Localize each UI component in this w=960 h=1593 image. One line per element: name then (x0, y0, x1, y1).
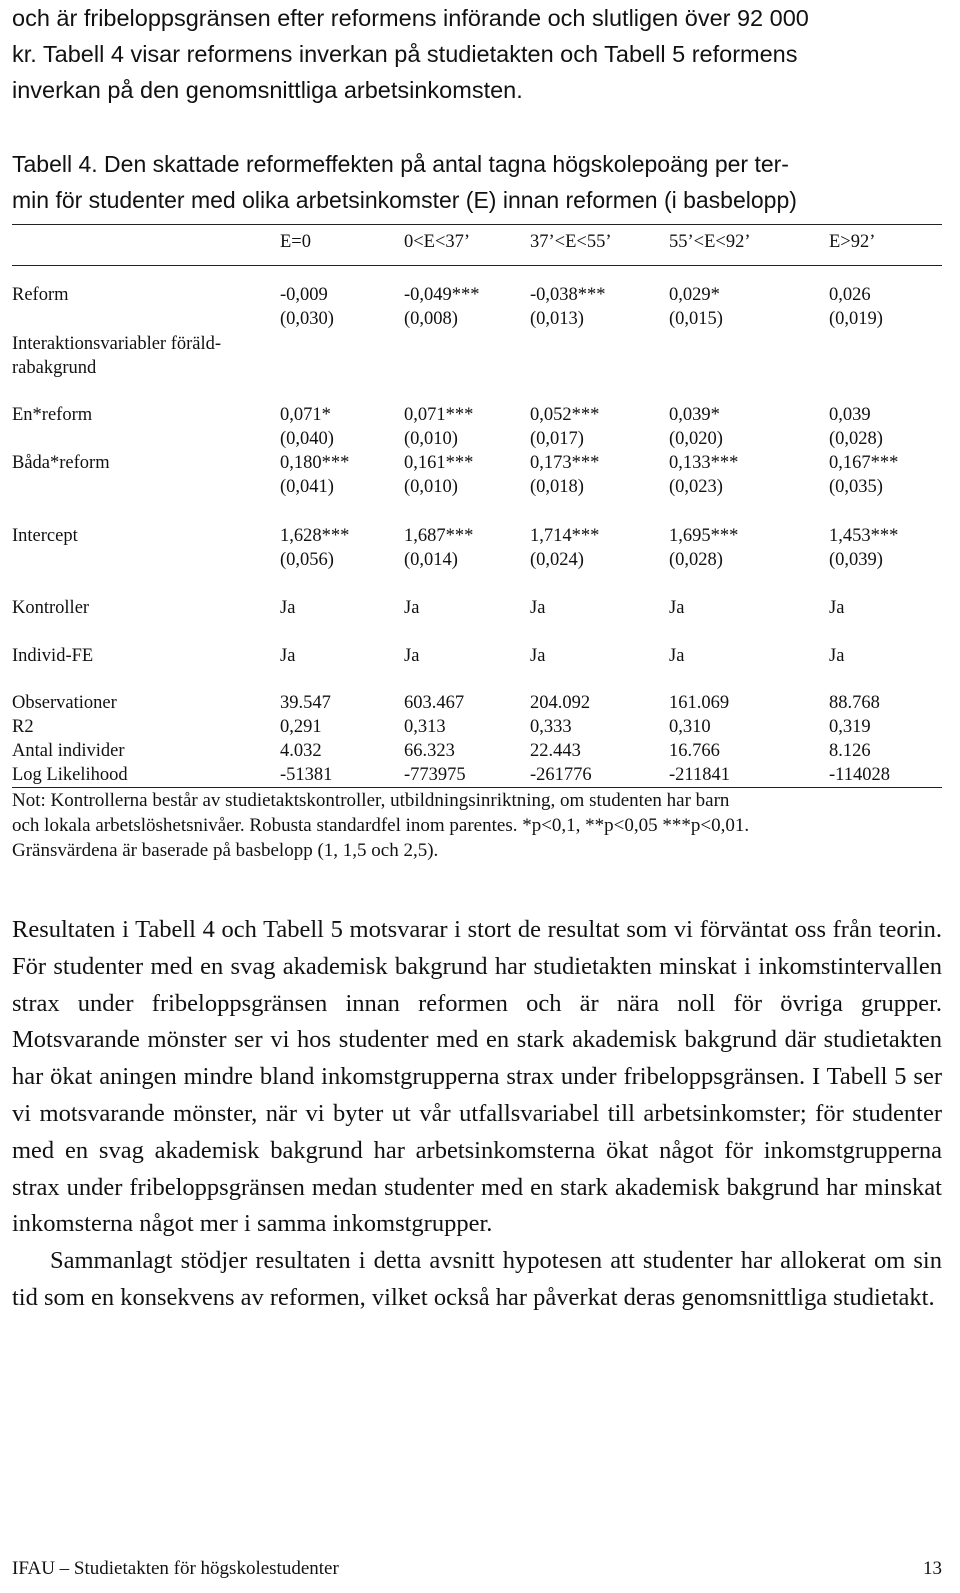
value-cell: -773975 (404, 765, 466, 785)
section-label: rabakgrund (12, 358, 97, 378)
value-cell: 22.443 (530, 741, 581, 761)
body-text (12, 912, 942, 1317)
se-cell: (0,023) (669, 477, 723, 497)
coef-cell: 1,628*** (280, 526, 350, 546)
value-cell: Ja (829, 646, 845, 666)
intro-line: inverkan på den genomsnittliga arbetsinkomsten. (12, 77, 523, 103)
value-cell: Ja (530, 646, 546, 666)
note-line: Gränsvärdena är baserade på basbelopp (1, 1,5 och 2,5). (12, 840, 439, 861)
column-header: 55’<E<92’ (669, 232, 751, 252)
value-cell: Ja (669, 646, 685, 666)
coef-cell: 0,071* (280, 405, 331, 425)
value-cell: 0,313 (404, 717, 446, 737)
coef-cell: 1,714*** (530, 526, 600, 546)
value-cell: Ja (530, 598, 546, 618)
se-cell: (0,028) (829, 429, 883, 449)
value-cell: -51381 (280, 765, 333, 785)
row-label: Observationer (12, 693, 117, 713)
se-cell: (0,030) (280, 309, 334, 329)
coef-cell: 0,173*** (530, 453, 600, 473)
se-cell: (0,018) (530, 477, 584, 497)
row-label: Kontroller (12, 598, 90, 618)
column-header: E>92’ (829, 232, 876, 252)
section-label: Interaktionsvariabler föräld- (12, 334, 222, 354)
value-cell: 66.323 (404, 741, 455, 761)
se-cell: (0,041) (280, 477, 334, 497)
regression-table (12, 0, 942, 800)
note-line: Not: Kontrollerna består av studietaktskontroller, utbildningsinriktning, om studenten har barn (12, 790, 730, 811)
se-cell: (0,019) (829, 309, 883, 329)
coef-cell: 0,071*** (404, 405, 474, 425)
intro-line: kr. Tabell 4 visar reformens inverkan på studietakten och Tabell 5 reformens (12, 41, 798, 67)
row-label: En*reform (12, 405, 93, 425)
coef-cell: 0,167*** (829, 453, 899, 473)
body-paragraph: Resultaten i Tabell 4 och Tabell 5 motsvarar i stort de resultat som vi förväntat oss från teorin. För studenter med en svag akademisk bakgrund har studietakten minskat i inkomstintervallen strax under fribeloppsgränsen innan reformen och är nära noll för övriga grupper. Motsvarande mönster ser vi hos studenter med en stark akademisk bakgrund där studietakten har ökat aningen mindre bland inkomstgrupperna strax under fribeloppsgränsen. I Tabell 5 ser vi motsvarande mönster, när vi byter ut vår utfallsvariabel till arbetsinkomster; för studenter med en svag akademisk bakgrund har arbetsinkomsterna ökat något för inkomstgrupperna strax under fribeloppsgränsen medan studenter med en stark akademisk bakgrund har minskat inkomsterna något mer i samma inkomstgrupper. (12, 916, 942, 1238)
se-cell: (0,017) (530, 429, 584, 449)
value-cell: 0,319 (829, 717, 871, 737)
se-cell: (0,015) (669, 309, 723, 329)
value-cell: 88.768 (829, 693, 880, 713)
value-cell: Ja (404, 646, 420, 666)
page-number: 13 (923, 1558, 942, 1579)
se-cell: (0,039) (829, 550, 883, 570)
coef-cell: -0,009 (280, 285, 328, 305)
coef-cell: 0,026 (829, 285, 871, 305)
coef-cell: 0,039* (669, 405, 720, 425)
coef-cell: 0,180*** (280, 453, 350, 473)
row-label: Båda*reform (12, 453, 110, 473)
coef-cell: 0,052*** (530, 405, 600, 425)
column-header: E=0 (280, 232, 311, 252)
value-cell: Ja (280, 598, 296, 618)
intro-line: och är fribeloppsgränsen efter reformens införande och slutligen över 92 000 (12, 5, 809, 31)
row-label: R2 (12, 717, 34, 737)
value-cell: -211841 (669, 765, 730, 785)
coef-cell: 1,687*** (404, 526, 474, 546)
value-cell: Ja (829, 598, 845, 618)
footer-title: IFAU – Studietakten för högskolestudenter (12, 1558, 339, 1579)
coef-cell: 1,695*** (669, 526, 739, 546)
coef-cell: 0,161*** (404, 453, 474, 473)
se-cell: (0,008) (404, 309, 458, 329)
row-label: Intercept (12, 526, 78, 546)
value-cell: 603.467 (404, 693, 465, 713)
row-label: Reform (12, 285, 69, 305)
se-cell: (0,028) (669, 550, 723, 570)
se-cell: (0,010) (404, 477, 458, 497)
coef-cell: 0,133*** (669, 453, 739, 473)
value-cell: Ja (280, 646, 296, 666)
value-cell: 161.069 (669, 693, 730, 713)
coef-cell: 1,453*** (829, 526, 899, 546)
table-note (12, 788, 942, 863)
se-cell: (0,020) (669, 429, 723, 449)
se-cell: (0,024) (530, 550, 584, 570)
value-cell: 8.126 (829, 741, 871, 761)
value-cell: -261776 (530, 765, 592, 785)
se-cell: (0,040) (280, 429, 334, 449)
value-cell: 0,333 (530, 717, 572, 737)
value-cell: 0,291 (280, 717, 322, 737)
coef-cell: 0,039 (829, 405, 871, 425)
se-cell: (0,014) (404, 550, 458, 570)
value-cell: 4.032 (280, 741, 322, 761)
value-cell: 204.092 (530, 693, 591, 713)
se-cell: (0,035) (829, 477, 883, 497)
value-cell: 16.766 (669, 741, 720, 761)
coef-cell: -0,049*** (404, 285, 480, 305)
se-cell: (0,056) (280, 550, 334, 570)
value-cell: Ja (669, 598, 685, 618)
value-cell: 0,310 (669, 717, 711, 737)
body-paragraph: Sammanlagt stödjer resultaten i detta avsnitt hypotesen att studenter har allokerat om sin tid som en konsekvens av reformen, vilket också har påverkat deras genomsnittliga studietakt. (12, 1247, 942, 1311)
page-footer (12, 1558, 942, 1580)
row-label: Antal individer (12, 741, 125, 761)
coef-cell: 0,029* (669, 285, 720, 305)
coef-cell: -0,038*** (530, 285, 606, 305)
note-line: och lokala arbetslöshetsnivåer. Robusta standardfel inom parentes. *p<0,1, **p<0,05 ***p<0,01. (12, 815, 750, 836)
value-cell: 39.547 (280, 693, 331, 713)
caption-line: min för studenter med olika arbetsinkomster (E) innan reformen (i basbelopp) (12, 187, 797, 213)
value-cell: Ja (404, 598, 420, 618)
value-cell: -114028 (829, 765, 890, 785)
row-label: Individ-FE (12, 646, 94, 666)
column-header: 37’<E<55’ (530, 232, 612, 252)
column-header: 0<E<37’ (404, 232, 471, 252)
se-cell: (0,010) (404, 429, 458, 449)
row-label: Log Likelihood (12, 765, 128, 785)
caption-line: Tabell 4. Den skattade reformeffekten på antal tagna högskolepoäng per ter- (12, 151, 789, 177)
se-cell: (0,013) (530, 309, 584, 329)
